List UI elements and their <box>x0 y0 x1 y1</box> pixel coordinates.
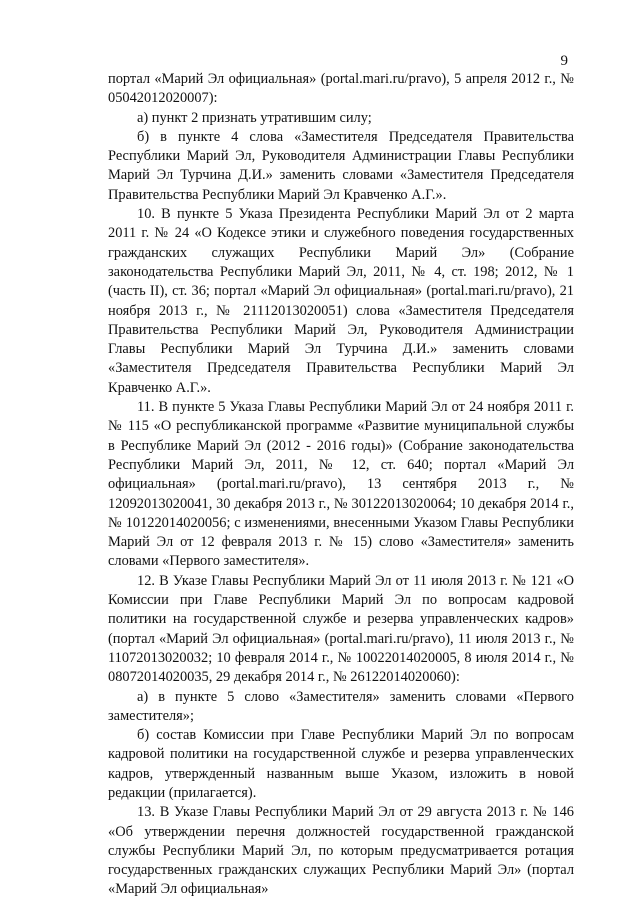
paragraph-item-13: 13. В Указе Главы Республики Марий Эл от 29 августа 2013 г. № 146 «Об утверждении перечня должностей государственной гражданской службы Республики Марий Эл, по которым предусматривается ротация государственных гражданских служащих Республики Марий Эл» (портал «Марий Эл официальная» <box>108 804 574 898</box>
paragraph-item-10: 10. В пункте 5 Указа Президента Республики Марий Эл от 2 марта 2011 г. № 24 «О Кодексе этики и служебного поведения государственных гражданских служащих Республики Марий Эл» (Собрание законодательства Республики Марий Эл, 2011, № 4, ст. 198; 2012, № 1 (часть II), ст. 36; портал «Марий Эл официальная» (portal.mari.ru/pravo), 21 ноября 2013 г., № 21112013020051) слова «Заместителя Председателя Правительства Республики Марий Эл, Руководителя Администрации Главы Республики Марий Эл Турчина Д.И.» заменить словами «Заместителя Председателя Правительства Республики Марий Эл Кравченко А.Г.». <box>108 206 574 396</box>
paragraph-item-12: 12. В Указе Главы Республики Марий Эл от 11 июля 2013 г. № 121 «О Комиссии при Главе Республики Марий Эл по вопросам кадровой политики на государственной службе и резерва управленческих кадров» (портал «Марий Эл официальная» (portal.mari.ru/pravo), 11 июля 2013 г., № 11072013020032; 10 февраля 2014 г., № 10022014020005, 8 июля 2014 г., № 08072014020035, 29 декабря 2014 г., № 26122014020060): <box>108 572 574 686</box>
paragraph-item-11: 11. В пункте 5 Указа Главы Республики Марий Эл от 24 ноября 2011 г. № 115 «О республиканской программе «Развитие муниципальной службы в Республике Марий Эл (2012 - 2016 годы)» (Собрание законодательства Республики Марий Эл, 2011, № 12, ст. 640; портал «Марий Эл официальная» (portal.mari.ru/pravo), 13 сентября 2013 г., № 12092013020041, 30 декабря 2013 г., № 30122013020064; 10 декабря 2014 г., № 10122014020056; с изменениями, внесенными Указом Главы Республики Марий Эл от 12 февраля 2013 г. № 15) слово «Заместителя» заменить словами «Первого заместителя». <box>108 399 574 570</box>
paragraph-item-9a: а) пункт 2 признать утратившим силу; <box>137 109 372 126</box>
page-number: 9 <box>560 53 568 69</box>
paragraph-item-12b: б) состав Комиссии при Главе Республики Марий Эл по вопросам кадровой политики на государственной службе и резерва управленческих кадров, утвержденный названным выше Указом, изложить в новой редакции (прилагается). <box>108 727 574 801</box>
paragraph-item-9b: б) в пункте 4 слова «Заместителя Председателя Правительства Республики Марий Эл, Руководителя Администрации Главы Республики Марий Эл Турчина Д.И.» заменить словами «Заместителя Председателя Правительства Республики Марий Эл Кравченко А.Г.». <box>108 128 574 203</box>
document-body <box>108 70 574 900</box>
paragraph-item-12a: а) в пункте 5 слово «Заместителя» заменить словами «Первого заместителя»; <box>108 688 574 724</box>
paragraph-continuation: портал «Марий Эл официальная» (portal.mari.ru/pravo), 5 апреля 2012 г., № 05042012020007): <box>108 71 574 107</box>
